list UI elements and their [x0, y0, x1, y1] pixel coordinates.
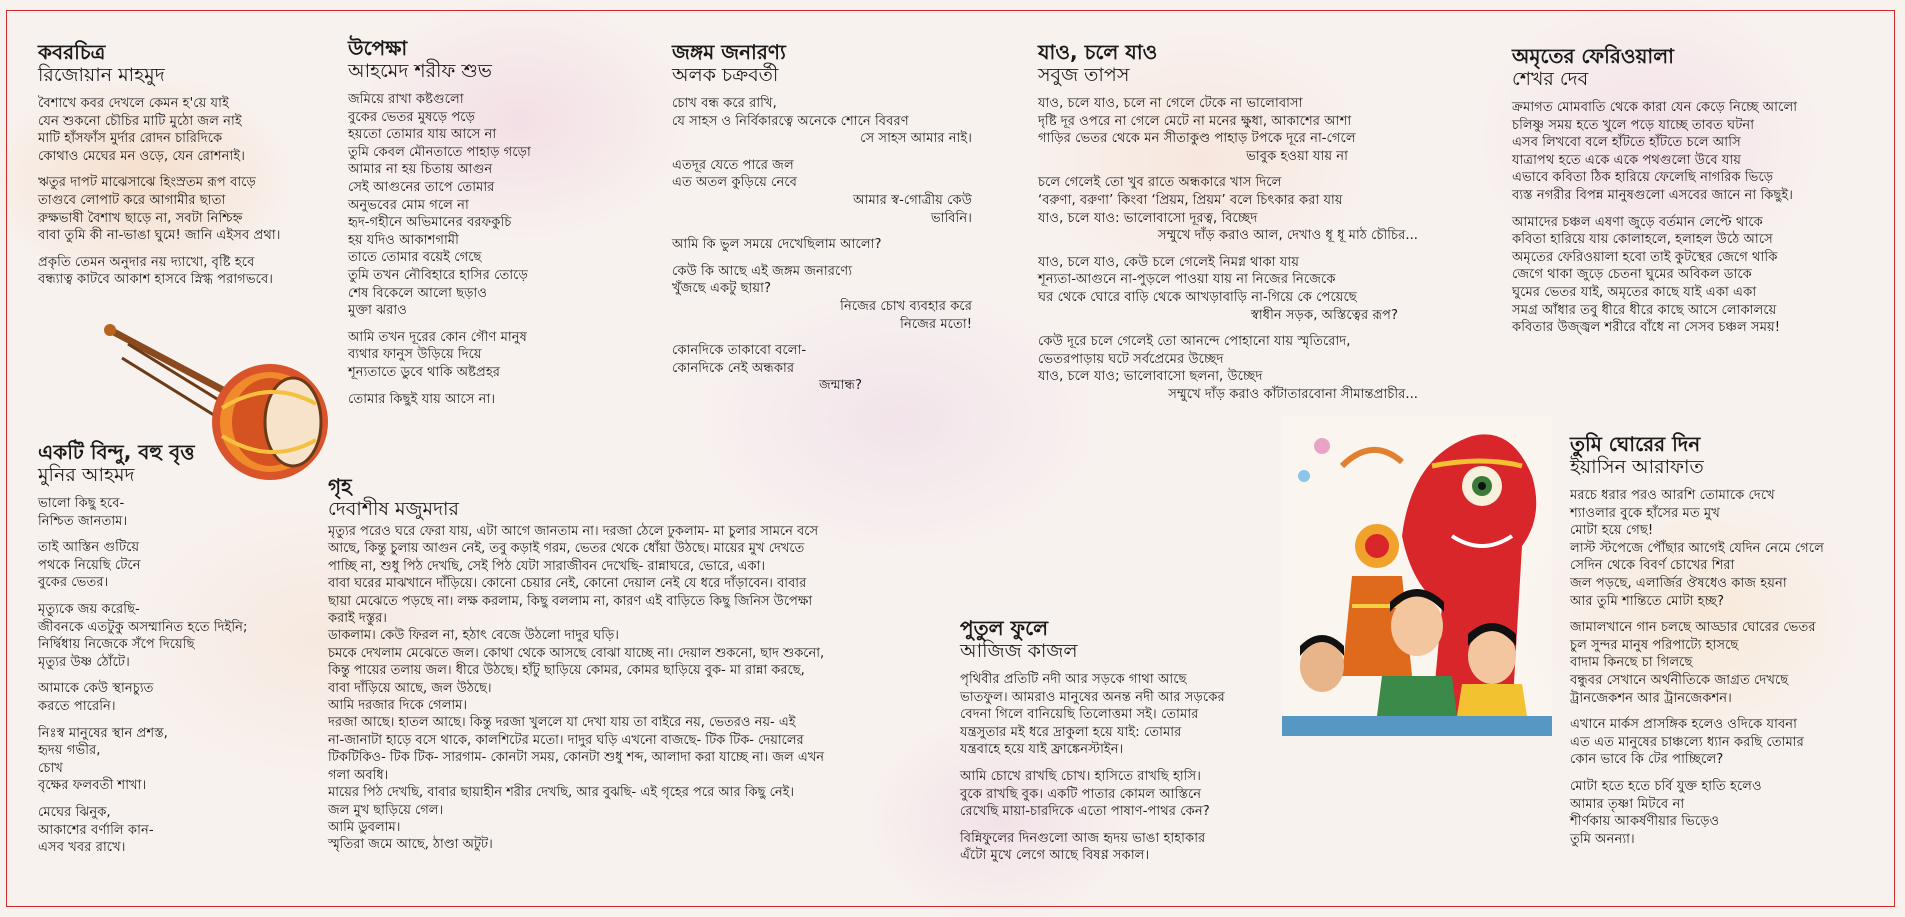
stanza-indent: সম্মুখে দাঁড় করাও আল, দেখাও ধূ ধূ মাঠ চৌচির...: [1158, 228, 1418, 244]
stanza: কেউ দূরে চলে গেলেই তো আনন্দে পোহানো যায় স্মৃতিরোদ, ভেতরপাড়ায় ঘটে সর্বপ্রেমের উচ্ছেদ যাও, চলে যাও; ভালোবাসো ছলনা, উচ্ছেদ: [1038, 334, 1351, 385]
stanza: কোনদিকে তাকাবো বলো- কোনদিকে নেই অন্ধকার: [672, 343, 807, 376]
poem-author: অলক চক্রবর্তী: [672, 64, 779, 86]
stanza: মৃত্যুকে জয় করেছি- জীবনকে এতটুকু অসম্মানিত হতে দিইনি; নির্দ্বিধায় নিজেকে সঁপে দিয়েছি মৃত্যুর উষ্ণ ঠোঁটে।: [38, 601, 248, 670]
poem-title: অমৃতের ফেরিওয়ালা: [1512, 44, 1674, 68]
stanza: জমিয়ে রাখা কষ্টগুলো বুকের ভেতর মুষড়ে পড়ে হয়তো তোমার যায় আসে না তুমি কেবল মৌনতাতে পাহাড় গড়ো আমার না হয় চিতায় আগুন সেই আগুনের তাপে তোমার অনুভবের মোম গলে না হৃদ-গহীনে অভিমানের বরফকুচি হয় যদিও আকাশগামী তাতে তোমার বয়েই গেছে তুমি তখন নৌবিহারে হাসির তোড়ে শেষ বিকেলে আলো ছড়াও মুক্তা ঝরাও: [348, 92, 531, 319]
poem-title: কবরচিত্র: [38, 40, 106, 64]
stanza: তাই আস্তিন গুটিয়ে পথকে নিয়েছি টেনে বুকের ভেতর।: [38, 540, 141, 591]
stanza-indent: সম্মুখে দাঁড় করাও কাঁটাতারবোনা সীমান্তপ্রাচীর...: [1168, 386, 1418, 402]
poem-kobor-chitro: [38, 40, 328, 298]
poem-title: একটি বিন্দু, বহু বৃত্ত: [38, 440, 195, 464]
poem-author: রিজোয়ান মাহমুদ: [38, 64, 165, 86]
stanza: মৃত্যুর পরেও ঘরে ফেরা যায়, এটা আগে জানতাম না। দরজা ঠেলে ঢুকলাম- মা চুলার সামনে বসে আছে, কিন্তু চুলায় আগুন নেই, তবু কড়াই গরম, ভেতর থেকে ধোঁয়া উঠছে। মায়ের মুখ দেখতে পাচ্ছি না, শুধু পিঠ দেখছি, সেই পিঠ যেটা সারাজীবন দেখেছি- রান্নাঘরে, ভোরে, একা। বাবা ঘরের মাঝখানে দাঁড়িয়ে। কোনো চেয়ার নেই, কোনো দেয়াল নেই যে ধরে দাঁড়াবেন। বাবার ছায়া মেঝেতে পড়ছে না। লক্ষ করলাম, কিছু বললাম না, কারণ এই বাড়িতে কিছু জিনিস উপেক্ষা করাই দস্তুর। ডাকলাম। কেউ ফিরল না, হঠাৎ বেজে উঠলো দাদুর ঘড়ি। চমকে দেখলাম মেঝেতে জল। কোথা থেকে আসছে বোঝা যাচ্ছে না। দেয়াল শুকনো, ছাদ শুকনো, কিন্তু পায়ের তলায় জল। ধীরে উঠছে। হাঁটু ছাড়িয়ে কোমর, কোমর ছাড়িয়ে বুক- মা রান্না করছে, বাবা দাঁড়িয়ে আছে, জল উঠছে। আমি দরজার দিকে গেলাম। দরজা আছে। হাতল আছে। কিন্তু দরজা খুললে যা দেখা যায় তা বাইরে নয়, ভেতরও নয়- এই না-জানাটা হাড়ে বসে থাকে, কালশিটের মতো। দাদুর ঘড়ি এখনো বাজছে- টিক টিক- দেয়ালের টিকটিকিও- টিক টিক- সারগাম- কোনটা সময়, কোনটা শুধু শব্দ, আলাদা করা যাচ্ছে না। জল এখন গলা অবধি। মায়ের পিঠ দেখছি, বাবার ছায়াহীন শরীর দেখছি, আর বুঝছি- এই গৃহের পরে আর কিছু নেই। জল মুখ ছাড়িয়ে গেল। আমি ডুবলাম। স্মৃতিরা জমে আছে, ঠাণ্ডা অটুট।: [328, 524, 825, 853]
stanza: মোটা হতে হতে চর্বি যুক্ত হাতি হলেও আমার তৃষ্ণা মিটবে না শীর্ণকায় আকর্ষণীয়ার ভিড়েও তুমি অনন্যা।: [1570, 778, 1762, 847]
stanza: চলে গেলেই তো খুব রাতে অন্ধকারে খাস দিলে ‘বরুণা, বরুণা’ কিংবা ‘প্রিয়ম, প্রিয়ম’ বলে চিৎকার করা যায় যাও, চলে যাও: ভালোবাসো দূরত্ব, বিচ্ছেদ: [1038, 175, 1343, 226]
poem-griho: [328, 474, 928, 863]
stanza-indent: আমার স্ব-গোত্রীয় কেউ ভাবিনি।: [853, 192, 972, 226]
stanza: ক্রমাগত মোমবাতি থেকে কারা যেন কেড়ে নিচ্ছে আলো চলিষ্ণু সময় হতে খুলে পড়ে যাচ্ছে তাবত ঘটনা এসব লিখবো বলে হাঁটতে হাঁটতে চলে আসি যাত্রাপথ হতে একে একে পথগুলো উবে যায় এভাবে কবিতা ঠিক হারিয়ে ফেলেছি নাগরিক ভিড়ে ব্যস্ত নগরীর বিপন্ন মানুষগুলো এসবের জানে না কিছুই।: [1512, 100, 1798, 203]
stanza: বৈশাখে কবর দেখলে কেমন হ'য়ে যাই যেন শুকনো চৌচির মাটি মুঠো জল নাই মাটি হাঁসফাঁস মুর্দার রোদন চারিদিকে কোথাও মেঘের মন ওড়ে, যেন রোশনাই।: [38, 96, 245, 164]
stanza-indent: সে সাহস আমার নাই।: [860, 131, 972, 147]
stanza: নিঃস্ব মানুষের স্থান প্রশস্ত, হৃদয় গভীর, চোখ বৃক্ষের ফলবতী শাখা।: [38, 725, 168, 794]
stanza-indent: নিজের চোখ ব্যবহার করে নিজের মতো!: [840, 298, 972, 332]
stanza: এতদূর যেতে পারে জল এত অতল কুড়িয়ে নেবে: [672, 157, 797, 191]
poem-title: গৃহ: [328, 474, 352, 498]
poem-putul-phule: [960, 616, 1270, 874]
poem-title: যাও, চলে যাও: [1038, 40, 1158, 64]
poem-amriter-feriwala: [1512, 44, 1882, 346]
poem-author: আজিজ কাজল: [960, 640, 1078, 662]
stanza: পৃথিবীর প্রতিটি নদী আর সড়কে গাথা আছে ভাতফুল। আমরাও মানুষের অনন্ত নদী আর সড়কের বেদনা গিলে বানিয়েছি তিলোত্তমা সই। তোমার যন্ত্রসুতার মই ধরে দ্রাকুলা হয়ে যাই: তোমার যন্ত্রবাহে হয়ে যাই ফ্রাঙ্কেনস্টাইন।: [960, 672, 1225, 758]
poem-title: জঙ্গম জনারণ্য: [672, 40, 786, 64]
folk-art-horse-dolls-image: [1282, 416, 1552, 736]
stanza-indent: স্বাধীন সড়ক, অস্তিত্বের রূপ?: [1250, 307, 1398, 323]
stanza: এখানে মার্কস প্রাসঙ্গিক হলেও ওদিকে যাবনা এত এত মানুষের চাঞ্চল্যে ধ্যান করছি তোমার কোন ভাবে কি টের পাচ্ছিলে?: [1570, 717, 1804, 768]
stanza: যাও, চলে যাও, চলে না গেলে টেকে না ভালোবাসা দৃষ্টি দূর ওপরে না গেলে মেটে না মনের ক্ষুধা, আকাশের আশা গাড়ির ভেতর থেকে মন সীতাকুণ্ড পাহাড় টপকে দূরে না-গেলে: [1038, 96, 1356, 147]
poem-author: মুনির আহমদ: [38, 464, 135, 486]
poem-jao-chole-jao: [1038, 40, 1418, 404]
stanza: বিন্নিফুলের দিনগুলো আজ হৃদয় ভাঙা হাহাকার এঁটো মুখে লেগে আছে বিষণ্ণ সকাল।: [960, 830, 1206, 864]
poem-author: আহমেদ শরীফ শুভ: [348, 60, 492, 82]
stanza: মরচে ধরার পরও আরশি তোমাকে দেখে শ্যাওলার বুকে হাঁসের মত মুখ মোটা হয়ে গেছ! লাস্ট স্টপেজে পৌঁছার আগেই যেদিন নেমে গেলে সেদিন থেকে বিবর্ণ চোখের শিরা জল পড়ছে, এলার্জির ঔষধেও কাজ হয়না আর তুমি শান্তিতে মোটা হচ্ছ?: [1570, 488, 1824, 609]
poem-author: দেবাশীষ মজুমদার: [328, 498, 460, 520]
stanza: আমি চোখে রাখছি চোখ। হাসিতে রাখছি হাসি। বুকে রাখছি বুক। একটি পাতার কোমল আস্তিনে রেখেছি মায়া-চারদিকে এতো পাষাণ-পাথর কেন?: [960, 768, 1210, 820]
stanza-indent: ভাবুক হওয়া যায় না: [1246, 148, 1348, 164]
stanza: মেঘের ঝিনুক, আকাশের বর্ণালি কান- এসব খবর রাখে।: [38, 804, 154, 856]
poem-author: ইয়াসিন আরাফাত: [1570, 456, 1704, 478]
stanza: তোমার কিছুই যায় আসে না।: [348, 391, 496, 407]
stanza: চোখ বন্ধ করে রাখি, যে সাহস ও নির্বিকারত্বে অনেকে শোনে বিবরণ: [672, 96, 909, 129]
poem-upekkha: [348, 36, 628, 417]
poem-author: সবুজ তাপস: [1038, 64, 1130, 86]
stanza: ভালো কিছু হবে- নিশ্চিত জানতাম।: [38, 496, 128, 529]
poem-tumi-ghorer-din: [1570, 432, 1890, 857]
stanza: আমাদের চঞ্চল এষণা জুড়ে বর্তমান লেপ্টে থাকে কবিতা হারিয়ে যায় কোলাহলে, হলাহল উঠে আসে অমৃতের ফেরিওয়ালা হবো তাই কুটস্থের জেগে থাকি জেগে থাকা জুড়ে চেতনা ঘুমের অবিকল ডাকে ঘুমের ভেতর যাই, অমৃতের কাছে যাই একা একা সমগ্র আঁধার তবু ধীরে ধীরে কাছে আসে লোকালয়ে কবিতার উজ্জ্বল শরীরে বাঁধে না সেসব চঞ্চল সময়!: [1512, 214, 1781, 336]
stanza-indent: জন্মান্ধ?: [818, 378, 862, 394]
stanza: আমি কি ভুল সময়ে দেখেছিলাম আলো?: [672, 237, 882, 253]
stanza: ঋতুর দাপট মাঝেসাঝে হিংস্রতম রূপ বাড়ে তাগুবে লোপাট করে আগামীর ছাতা রুক্ষভাষী বৈশাখ ছাড়ে না, সবটা নিশ্চিহ্ন বাবা তুমি কী না-ভাঙা ঘুমে! জানি এইসব প্রথা।: [38, 175, 281, 244]
stanza: আমি তখন দূরের কোন গৌণ মানুষ ব্যথার ফানুস উড়িয়ে দিয়ে শূন্যতাতে ডুবে থাকি অষ্টপ্রহর: [348, 329, 527, 380]
stanza: প্রকৃতি তেমন অনুদার নয় দ্যাখো, বৃষ্টি হবে বন্ধ্যাত্ব কাটবে আকাশ হাসবে স্নিগ্ধ পরাগভবে।: [38, 254, 273, 288]
poem-title: পুতুল ফুলে: [960, 616, 1049, 640]
stanza: জামালখানে গান চলছে আড্ডার ঘোরের ভেতর চুল সুন্দর মানুষ পরিপাট্যে হাসছে বাদাম কিনছে চা গিলছে বন্ধুবর সেখানে অর্থনীতিকে জাগ্রত দেখছে ট্রানজেকশন আর ট্রানজেকশন।: [1570, 620, 1816, 706]
poem-author: শেখর দেব: [1512, 68, 1589, 90]
poem-title: উপেক্ষা: [348, 36, 408, 60]
poem-jongom-jonaronno: [672, 40, 972, 395]
poem-title: তুমি ঘোরের দিন: [1570, 432, 1701, 456]
poem-ekti-bindu: [38, 440, 308, 866]
stanza: কেউ কি আছে এই জঙ্গম জনারণ্যে খুঁজছে একটু ছায়া?: [672, 263, 853, 297]
stanza: আমাকে কেউ স্থানচ্যুত করতে পারেনি।: [38, 681, 154, 714]
stanza: যাও, চলে যাও, কেউ চলে গেলেই নিমগ্ন থাকা যায় শূন্যতা-আগুনে না-পুড়লে পাওয়া যায় না নিজের নিজেকে ঘর থেকে ঘোরে বাড়ি থেকে আখড়াবাড়ি না-গিয়ে কে পেয়েছে: [1038, 254, 1357, 305]
